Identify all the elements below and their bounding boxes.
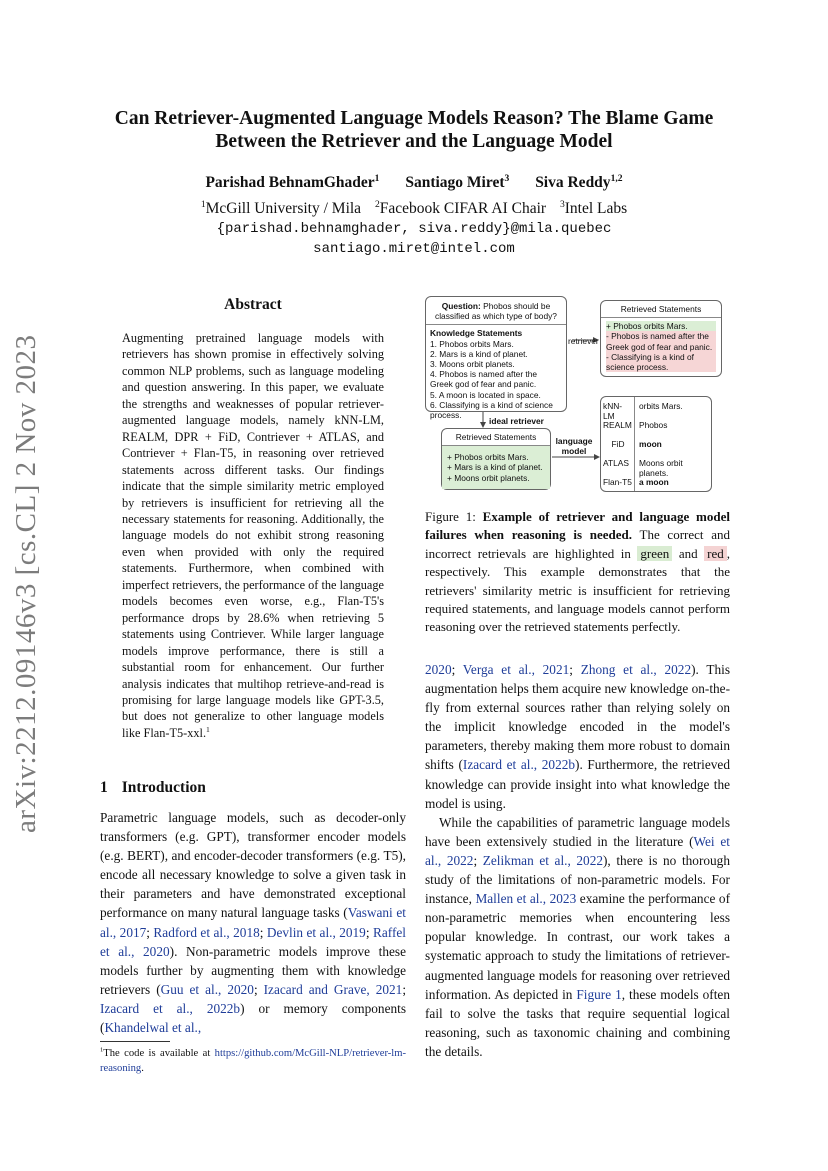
figure-link[interactable]: Figure 1 (576, 986, 622, 1002)
retrieved-item-correct: + Mars is a kind of planet. (447, 462, 543, 473)
intro-left-column: Parametric language models, such as decoder-only transformers (e.g. GPT), transformer encoder models (e.g. BERT), and encoder-decoder transformers (e.g. T5), encode all necessary knowledge to solve a given task in their parameters and have demonstrated exceptional performance on many natural language tasks (Vaswani et al., 2017; Radford et al., 2018; Devlin et al., 2019; Raffel et al., 2020). Non-parametric models improve these models further by augmenting them with knowledge retrievers (Guu et al., 2020; Izacard and Grave, 2021; Izacard et al., 2022b) or memory components (Khandelwal et al., (100, 810, 407, 1036)
retrieved-item-incorrect: - Phobos is named after the Greek god of fear and panic. (606, 331, 716, 351)
author-list (70, 174, 758, 192)
citation-link[interactable]: 2020 (425, 662, 452, 677)
knowledge-item: 5. A moon is located in space. (430, 389, 541, 400)
citation-link[interactable]: Guu et al., 2020 (160, 981, 254, 997)
retrieved-item-correct: + Moons orbit planets. (447, 472, 530, 483)
section-number: 1 (100, 779, 108, 796)
retrieved-item-incorrect: - Classifying is a kind of science process. (606, 352, 716, 372)
retrieved-statements-top: Retrieved Statements + Phobos orbits Mars. - Phobos is named after the Greek god of fear and panic. - Classifying is a kind of science process. (600, 300, 722, 377)
citation-link[interactable]: Wei et al., 2022 (425, 833, 730, 868)
retrieved-item-correct: + Phobos orbits Mars. (606, 321, 716, 331)
retriever-label: retriever (568, 336, 599, 346)
citation-link[interactable]: Izacard and Grave, 2021 (263, 981, 403, 997)
red-highlight: red (704, 546, 727, 561)
paper-title (70, 107, 758, 153)
knowledge-item: 1. Phobos orbits Mars. (430, 338, 514, 349)
citation-link[interactable]: Izacard et al., 2022b (100, 1000, 241, 1016)
abstract-body (122, 330, 384, 741)
affiliation: $^3$Intel Labs (559, 198, 628, 217)
citation-link[interactable]: Verga et al., 2021 (462, 662, 570, 677)
citation-link[interactable]: Radford et al., 2018 (153, 924, 260, 940)
abstract-heading: Abstract (224, 296, 282, 313)
title-line-1: Can Retriever-Augmented Language Models Reason? The Blame Game (114, 108, 714, 129)
model-outputs-table: kNN-LM orbits Mars. REALM Phobos FiD moon ATLAS Moons orbit planets. Flan-T5 a moon (600, 396, 712, 492)
retrieved-item-correct: + Phobos orbits Mars. (447, 452, 529, 463)
knowledge-statements: Knowledge Statements 1. Phobos orbits Mars. 2. Mars is a kind of planet. 3. Moons orbit planets. 4. Phobos is named after the Greek god of fear and panic. 5. A moon is located in space. 6. Classifying is a kind of science process. (426, 325, 566, 423)
knowledge-item: 2. Mars is a kind of planet. (430, 348, 528, 359)
affiliation: $^2$Facebook CIFAR AI Chair (374, 198, 547, 217)
email-line-1: {parishad.behnamghader, siva.reddy}@mila.quebec (216, 221, 612, 237)
knowledge-item: 6. Classifying is a kind of science process. (430, 399, 553, 421)
green-highlight: green (637, 546, 672, 561)
citation-link[interactable]: Zhong et al., 2022 (580, 662, 692, 677)
author: Siva Reddy$^{1,2}$ (535, 172, 623, 191)
citation-link[interactable]: Vaswani et al., 2017 (100, 905, 406, 940)
author: Santiago Miret$^3$ (405, 172, 510, 191)
citation-link[interactable]: Devlin et al., 2019 (266, 924, 366, 940)
figure-1 (425, 296, 725, 500)
ideal-retriever-label: ideal retriever (489, 416, 544, 426)
email-line-2: santiago.miret@intel.com (313, 241, 515, 257)
code-url-link[interactable]: https://github.com/McGill-NLP/retriever-lm-reasoning (100, 1048, 406, 1074)
section-heading (100, 779, 206, 797)
citation-link[interactable]: Khandelwal et al., (104, 1020, 202, 1036)
citation-link[interactable]: Raffel et al., 2020 (100, 924, 406, 959)
citation-link[interactable]: Izacard et al., 2022b (462, 757, 576, 773)
arxiv-stamp: arXiv:2212.09146v3 [cs.CL] 2 Nov 2023 (10, 334, 42, 833)
abstract-text: Augmenting pretrained language models with retrievers has shown promise in effectively solving common NLP problems, such as language modeling and question answering. In this paper, we evaluate the strengths and weaknesses of popular retriever-augmented language models, namely kNN-LM, REALM, DPR + FiD, Contriever + ATLAS, and Contriever + Flan-T5, in reasoning over retrieved statements across different tasks. Our findings indicate that the simple similarity metric employed by retrievers is insufficient for retrieving all the necessary statements for reasoning. Additionally, the language models do not exhibit strong reasoning even when provided with only the required statements. Furthermore, when combined with imperfect retrievers, the performance of the language models becomes even worse, e.g., Flan-T5's performance drops by 28.6% when retrieving 5 statements using Contriever. While larger language models improve performance, there is still a substantial room for enhancement. Our further analysis indicates that multihop retrieve-and-read is promising for large language models like GPT-3.5, but does not generalize to other language models like Flan-T5-xxl. (122, 331, 384, 740)
author: Parishad BehnamGhader$^1$ (205, 172, 380, 191)
affiliation: $^1$McGill University / Mila (200, 198, 362, 217)
question: Question: Phobos should be classified as which type of body? (426, 297, 566, 325)
section-title: Introduction (121, 779, 206, 796)
title-line-2: Between the Retriever and the Language Model (215, 131, 613, 152)
language-model-label: language model (555, 436, 593, 457)
affiliation-list (70, 200, 758, 218)
figure-caption: Figure 1: Example of retriever and language model failures when reasoning is needed. The correct and incorrect retrievals are highlighted in green and red , respectively. This example demonstrates that the retrievers' similarity metric is insufficient for retrieving required statements, and language models cannot perform reasoning over the retrieved statements perfectly. (425, 509, 731, 635)
knowledge-item: 3. Moons orbit planets. (430, 359, 515, 370)
citation-link[interactable]: Zelikman et al., 2022 (482, 852, 603, 868)
retrieved-statements-ideal: Retrieved Statements + Phobos orbits Mars. + Mars is a kind of planet. + Moons orbit planets. (441, 428, 551, 490)
footnote-mark[interactable]: 1 (206, 724, 210, 734)
footnote: $^1$The code is available at https://github.com/McGill-NLP/retriever-lm-reasoning. (100, 1046, 406, 1074)
footnote-rule (100, 1041, 170, 1042)
intro-right-column: 2020; Verga et al., 2021; Zhong et al., 2022). This augmentation helps them acquire new knowledge on-the-fly from external sources rather than relying solely on the implicit knowledge encoded in the model's parameters, thereby making them more robust to domain shifts (Izacard et al., 2022b). Furthermore, the retrieved knowledge can provide insight into what knowledge the model is using. While the capabilities of parametric language models have been extensively studied in the literature (Wei et al., 2022; Zelikman et al., 2022), there is no thorough study of the limitations of non-parametric models. For instance, Mallen et al., 2023 examine the performance of non-parametric memories when encountering less popular knowledge. In contrast, our work takes a systematic approach to study the limitations of retriever-augmented language models for reasoning over retrieved information. As depicted in Figure 1, these models often fail to solve the tasks that require sequential logical reasoning, such as taxonomic chaining and combining the details. (425, 662, 731, 1059)
knowledge-item: 4. Phobos is named after the Greek god of fear and panic. (430, 369, 538, 390)
citation-link[interactable]: Mallen et al., 2023 (475, 891, 577, 907)
